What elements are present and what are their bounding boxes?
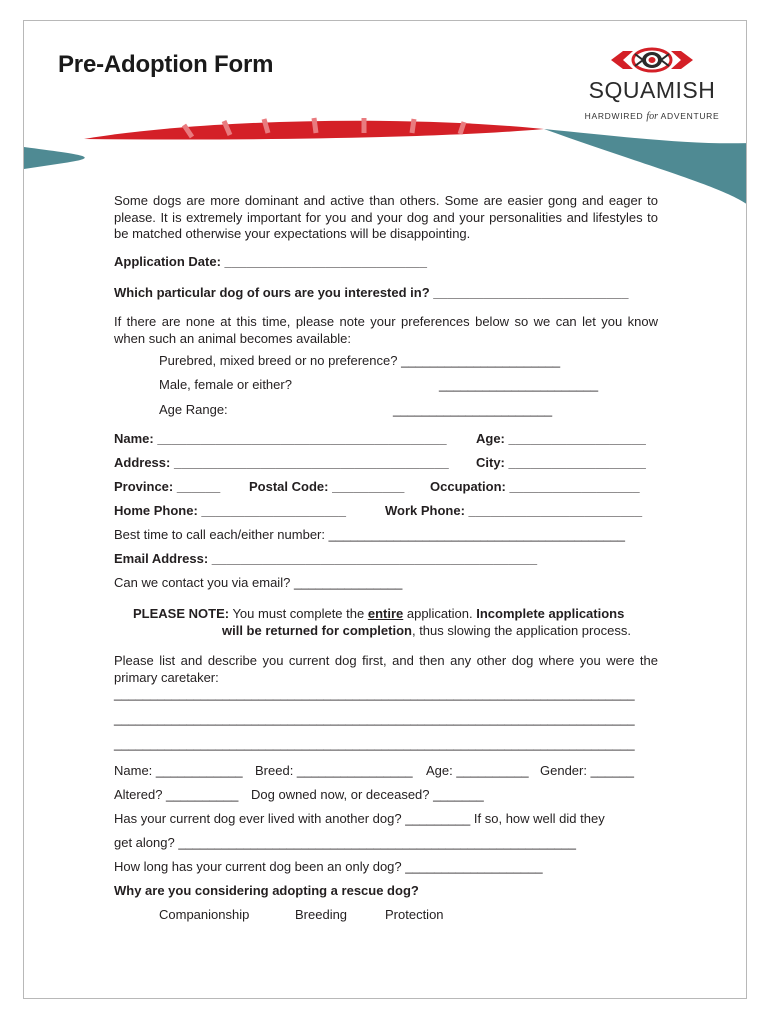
logo-tagline-b: ADVENTURE xyxy=(658,111,720,121)
occupation-row xyxy=(430,479,640,495)
city-label: City: xyxy=(476,455,509,470)
altered-field[interactable]: __________ xyxy=(166,787,239,802)
altered-label: Altered? xyxy=(114,787,167,802)
postal-code-row xyxy=(249,479,404,495)
work-phone-row xyxy=(385,503,642,519)
dog-breed-field[interactable]: ________________ xyxy=(296,763,413,778)
application-date-label: Application Date: xyxy=(114,254,225,269)
dog-age-label: Age: xyxy=(426,763,457,778)
logo-tagline-for: for xyxy=(646,111,659,122)
pref-sex-field[interactable]: ______________________ xyxy=(439,377,599,392)
postal-code-label: Postal Code: xyxy=(249,479,333,494)
interest-row xyxy=(114,285,628,301)
home-phone-label: Home Phone: xyxy=(114,503,202,518)
get-along-field[interactable]: _______________________________________________________ xyxy=(178,835,576,850)
dog-gender-label: Gender: xyxy=(540,763,591,778)
interest-label: Which particular dog of ours are you interested in? xyxy=(114,285,434,300)
dog-age-field[interactable]: __________ xyxy=(456,763,529,778)
only-dog-field[interactable]: ___________________ xyxy=(405,859,543,874)
pref-sex-label: Male, female or either? xyxy=(159,377,292,392)
notice-bold-2: will be returned for completion xyxy=(222,623,412,638)
description-line-1[interactable]: ________________________________________________________________________ xyxy=(114,686,635,701)
best-time-field[interactable]: _________________________________________ xyxy=(328,527,626,542)
description-line-3[interactable]: ________________________________________________________________________ xyxy=(114,736,635,751)
get-along-row xyxy=(114,835,576,851)
notice-text-2: application. xyxy=(403,606,477,621)
address-row xyxy=(114,455,449,471)
name-label: Name: xyxy=(114,431,158,446)
form-page xyxy=(23,20,747,999)
get-along-label: get along? xyxy=(114,835,179,850)
best-time-row xyxy=(114,527,625,543)
logo-wordmark: SQUAMISH xyxy=(588,77,716,103)
notice-entire: entire xyxy=(367,606,404,621)
lived-with-row xyxy=(114,811,605,827)
owned-field[interactable]: _______ xyxy=(433,787,484,802)
address-label: Address: xyxy=(114,455,174,470)
pref-age-label: Age Range: xyxy=(159,402,228,417)
intro-paragraph: Some dogs are more dominant and active than others. Some are easier gong and eager to please. It is extremely important for you and your dog and your personalities and lifestyles to be matched otherwise your expectations will be disappointing. xyxy=(114,193,658,241)
dog-name-field[interactable]: ____________ xyxy=(155,763,243,778)
name-row xyxy=(114,431,447,447)
notice-line-1 xyxy=(133,606,624,622)
application-date-row xyxy=(114,254,427,270)
interest-field[interactable]: ___________________________ xyxy=(433,285,629,300)
age-label: Age: xyxy=(476,431,509,446)
home-phone-row xyxy=(114,503,346,519)
home-phone-field[interactable]: ____________________ xyxy=(201,503,347,518)
email-contact-field[interactable]: _______________ xyxy=(293,575,403,590)
notice-line-2 xyxy=(222,623,631,639)
dog-age-row xyxy=(426,763,529,779)
city-field[interactable]: ___________________ xyxy=(508,455,646,470)
work-phone-label: Work Phone: xyxy=(385,503,469,518)
lived-with-label: Has your current dog ever lived with another dog? xyxy=(114,811,406,826)
email-contact-row xyxy=(114,575,402,591)
email-contact-label: Can we contact you via email? xyxy=(114,575,294,590)
province-field[interactable]: ______ xyxy=(176,479,221,494)
dog-gender-field[interactable]: ______ xyxy=(590,763,634,778)
name-field[interactable]: ________________________________________ xyxy=(157,431,447,446)
dog-name-row xyxy=(114,763,243,779)
option-protection[interactable]: Protection xyxy=(385,907,444,922)
description-line-2[interactable]: ________________________________________________________________________ xyxy=(114,711,635,726)
owned-label: Dog owned now, or deceased? xyxy=(251,787,434,802)
form-title: Pre-Adoption Form xyxy=(58,51,274,78)
email-field[interactable]: _____________________________________________ xyxy=(211,551,538,566)
current-dog-intro: Please list and describe you current dog first, and then any other dog where you were the primary caretaker: xyxy=(114,653,658,685)
only-dog-label: How long has your current dog been an only dog? xyxy=(114,859,406,874)
pref-breed-field[interactable]: ______________________ xyxy=(401,353,561,368)
postal-code-field[interactable]: __________ xyxy=(332,479,405,494)
rescue-question: Why are you considering adopting a rescue dog? xyxy=(114,883,419,898)
only-dog-row xyxy=(114,859,543,875)
occupation-field[interactable]: __________________ xyxy=(509,479,640,494)
lived-with-tail: If so, how well did they xyxy=(470,811,605,826)
pref-age-field[interactable]: ______________________ xyxy=(393,402,553,417)
logo-tagline-a: HARDWIRED xyxy=(584,111,647,121)
dog-breed-row xyxy=(255,763,413,779)
logo-emblem-icon xyxy=(609,45,695,75)
dog-name-label: Name: xyxy=(114,763,156,778)
option-companionship[interactable]: Companionship xyxy=(159,907,250,922)
preferences-intro: If there are none at this time, please note your preferences below so we can let you know when such an animal becomes available: xyxy=(114,314,658,346)
city-row xyxy=(476,455,646,471)
notice-text-1: You must complete the xyxy=(229,606,368,621)
owned-row xyxy=(251,787,484,803)
occupation-label: Occupation: xyxy=(430,479,510,494)
pref-breed-label: Purebred, mixed breed or no preference? xyxy=(159,353,402,368)
age-field[interactable]: ___________________ xyxy=(508,431,646,446)
dog-gender-row xyxy=(540,763,634,779)
email-label: Email Address: xyxy=(114,551,212,566)
application-date-field[interactable]: ____________________________ xyxy=(224,254,427,269)
email-row xyxy=(114,551,537,567)
pref-breed-row xyxy=(159,353,560,369)
work-phone-field[interactable]: ________________________ xyxy=(468,503,643,518)
best-time-label: Best time to call each/either number: xyxy=(114,527,329,542)
notice-text-3: , thus slowing the application process. xyxy=(411,623,631,638)
age-row xyxy=(476,431,646,447)
notice-bold-1: Incomplete applications xyxy=(476,606,625,621)
address-field[interactable]: ______________________________________ xyxy=(173,455,449,470)
province-label: Province: xyxy=(114,479,177,494)
dog-breed-label: Breed: xyxy=(255,763,297,778)
province-row xyxy=(114,479,220,495)
lived-with-field[interactable]: _________ xyxy=(405,811,471,826)
option-breeding[interactable]: Breeding xyxy=(295,907,348,922)
notice-lead: PLEASE NOTE: xyxy=(133,606,230,621)
altered-row xyxy=(114,787,238,803)
